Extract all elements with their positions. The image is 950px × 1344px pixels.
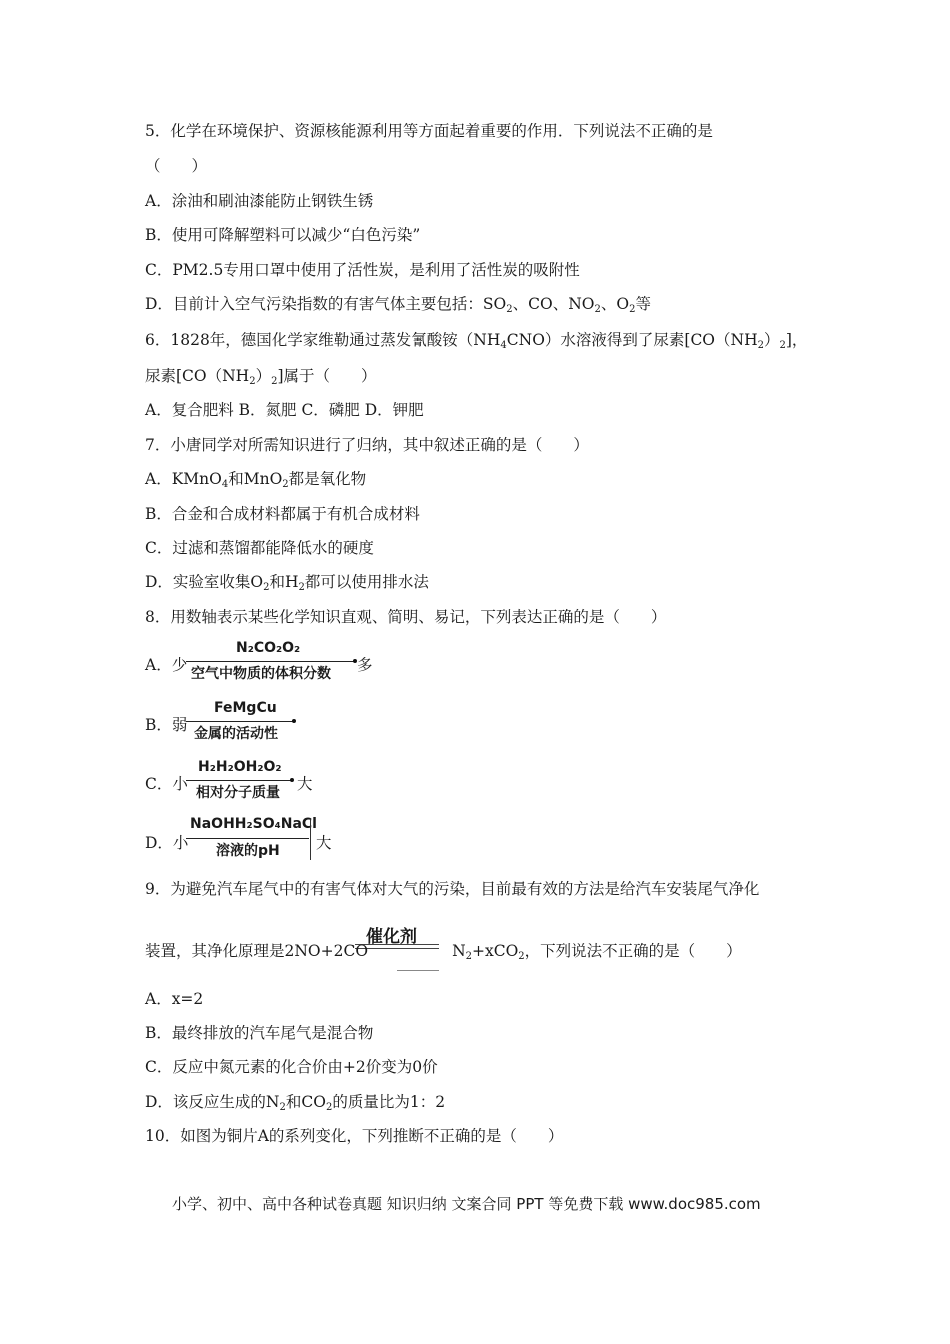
axis-c-bottom: 相对分子质量 bbox=[196, 785, 280, 801]
axis-c-line bbox=[186, 780, 291, 781]
catalyst-label: 催化剂 bbox=[366, 927, 417, 947]
axis-c-top: H₂H₂OH₂O₂ bbox=[198, 759, 282, 775]
q7-option-d: D．实验室收集$O_2$和$H_2$都可以使用排水法 bbox=[145, 573, 429, 593]
page-footer: 小学、初中、高中各种试卷真题 知识归纳 文案合同 PPT 等免费下载 www.doc985.com bbox=[172, 1195, 761, 1213]
axis-b-arrow bbox=[292, 719, 296, 723]
q10-stem: 10．如图为铜片A的系列变化，下列推断不正确的是（ ） bbox=[145, 1127, 564, 1145]
q8-option-c-label: C．小 bbox=[145, 775, 188, 793]
q5-option-c: C．PM2.5专用口罩中使用了活性炭，是利用了活性炭的吸附性 bbox=[145, 261, 580, 279]
equation-underline bbox=[397, 970, 439, 971]
q8-option-c-end: 大 bbox=[297, 775, 313, 793]
q9-option-c: C．反应中氮元素的化合价由+2价变为0价 bbox=[145, 1058, 438, 1076]
q8-option-b-axis bbox=[186, 700, 301, 745]
q6-options: A．复合肥料 B．氮肥 C．磷肥 D．钾肥 bbox=[145, 401, 424, 419]
axis-a-line bbox=[186, 661, 354, 662]
q7-option-a: A．KMnO$_4$和MnO$_2$都是氧化物 bbox=[145, 470, 367, 490]
axis-a-bottom: 空气中物质的体积分数 bbox=[191, 666, 331, 682]
q9-option-b: B．最终排放的汽车尾气是混合物 bbox=[145, 1024, 374, 1042]
q8-option-a-axis bbox=[186, 640, 361, 685]
axis-b-bottom: 金属的活动性 bbox=[194, 726, 278, 742]
q5-option-d: D．目前计入空气污染指数的有害气体主要包括：$SO_2$、CO、$NO_2$、$O_2$等 bbox=[145, 295, 651, 315]
q6-stem-line2: 尿素$[CO(NH_2)_2]$属于（ ） bbox=[145, 367, 377, 387]
axis-d-end-mark bbox=[310, 818, 311, 860]
q5-paren: （ ） bbox=[145, 157, 208, 175]
axis-d-line bbox=[186, 838, 309, 839]
q8-option-d-end: 大 bbox=[316, 834, 332, 852]
q8-stem: 8．用数轴表示某些化学知识直观、简明、易记，下列表达正确的是（ ） bbox=[145, 608, 667, 626]
q7-option-b: B．合金和合成材料都属于有机合成材料 bbox=[145, 505, 420, 523]
axis-b-top: FeMgCu bbox=[214, 700, 277, 716]
q8-option-a-label: A．少 bbox=[145, 656, 188, 674]
q8-option-a-end: 多 bbox=[357, 656, 373, 674]
q9-option-d: D．该反应生成的$N_2$和$CO_2$的质量比为1：2 bbox=[145, 1093, 446, 1113]
axis-c-arrow bbox=[290, 778, 294, 782]
q7-stem: 7．小唐同学对所需知识进行了归纳，其中叙述正确的是（ ） bbox=[145, 436, 589, 454]
q9-equation-line: 装置，其净化原理是2NO+2CO $N_2+xCO_2$，下列说法不正确的是（ ） bbox=[145, 942, 742, 962]
axis-b-line bbox=[186, 721, 293, 722]
q5-option-b: B．使用可降解塑料可以减少“白色污染” bbox=[145, 226, 421, 244]
axis-a-top: N₂CO₂O₂ bbox=[236, 640, 301, 656]
axis-d-top: NaOHH₂SO₄NaCl bbox=[190, 816, 317, 832]
q8-option-b-label: B．弱 bbox=[145, 716, 188, 734]
q9-stem: 9．为避免汽车尾气中的有害气体对大气的污染，目前最有效的方法是给汽车安装尾气净化 bbox=[145, 880, 760, 898]
q5-option-a: A．涂油和刷油漆能防止钢铁生锈 bbox=[145, 192, 374, 210]
q9-option-a: A．x=2 bbox=[145, 990, 204, 1008]
q5-stem: 5．化学在环境保护、资源核能源利用等方面起着重要的作用．下列说法不正确的是 bbox=[145, 122, 713, 140]
q8-option-d-axis bbox=[186, 816, 316, 862]
q8-option-d-label: D．小 bbox=[145, 834, 189, 852]
q6-stem-line1: 6．1828年，德国化学家维勒通过蒸发氰酸铵$(NH_4CNO)$水溶液得到了尿素$[CO(NH_2)_2]$， bbox=[145, 331, 808, 351]
axis-d-bottom: 溶液的pH bbox=[216, 843, 280, 859]
q7-option-c: C．过滤和蒸馏都能降低水的硬度 bbox=[145, 539, 374, 557]
q8-option-c-axis bbox=[186, 759, 301, 804]
